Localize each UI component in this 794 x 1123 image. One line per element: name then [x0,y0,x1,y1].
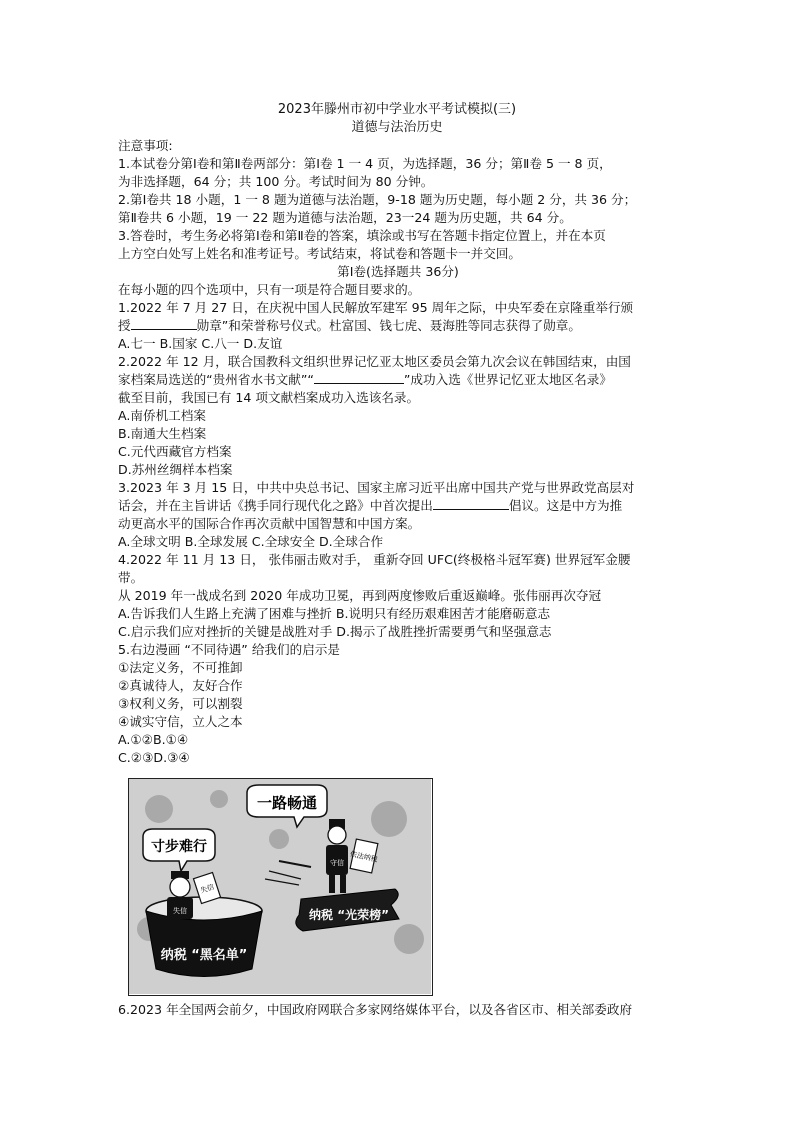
blacklist-label: 纳税 “黑名单” [160,948,248,963]
q2-stem: 2.2022 年 12 月，联合国教科文组织世界记忆亚太地区委员会第九次会议在韩国结束，由国 [118,354,631,369]
q1-stem: 1.2022 年 7 月 27 日，在庆祝中国人民解放军建军 95 周年之际，中央军委在京隆重举行颁 [118,300,634,315]
q2-option-a: A.南侨机工档案 [118,408,206,423]
q4-stem-line3: 从 2019 年一战成名到 2020 年成功卫冕，再到两度惨败后重返巅峰。张伟丽再次夺冠 [118,588,602,603]
fill-blank [314,371,404,384]
q5-item-1: ①法定义务，不可推卸 [118,660,243,675]
tax-cartoon [128,778,433,996]
q2-stem-line2 [118,371,678,389]
badge-text-top: 依法纳税 [349,850,379,864]
q5-item-3: ③权利义务，可以割裂 [118,696,243,711]
q3-stem: 3.2023 年 3 月 15 日，中共中央总书记、国家主席习近平出席中国共产党与世界政党高层对 [118,480,635,495]
q1-text-b: 勋章”和荣誉称号仪式。杜富国、钱七虎、聂海胜等同志获得了勋章。 [196,318,581,333]
notice-line: 上方空白处写上姓名和准考证号。考试结束，将试卷和答题卡一并交回。 [118,246,521,261]
shirt-text-top: 守信 [330,859,344,867]
q5-options-cd: C.②③D.③④ [118,750,190,765]
q3-options: A.全球文明 B.全球发展 C.全球安全 D.全球合作 [118,534,384,549]
q2-option-d: D.苏州丝绸样本档案 [118,462,233,477]
q5-item-2: ②真诚待人，友好合作 [118,678,243,693]
q2-text-b: ”成功入选《世界记忆亚太地区名录》 [403,372,612,387]
q1-stem-line2 [118,317,678,335]
q4-options-ab: A.告诉我们人生路上充满了困难与挫折 B.说明只有经历艰难困苦才能磨砺意志 [118,606,551,621]
section-title: 第Ⅰ卷(选择题共 36分) [337,264,459,279]
q2-option-c: C.元代西藏官方档案 [118,444,232,459]
badge-text-left: 失信 [199,882,216,895]
q1-options: A.七一 B.国家 C.八一 D.友谊 [118,336,283,351]
q5-item-4: ④诚实守信，立人之本 [118,714,243,729]
q3-text-b: 倡议。这是中方为推 [508,498,623,513]
q1-text-a: 授 [118,318,131,333]
q2-stem-line3: 截至目前，我国已有 14 项文献档案成功入选该名录。 [118,390,420,405]
q3-stem-line2 [118,497,678,515]
cartoon-drawing [129,779,431,994]
section-instruction: 在每小题的四个选项中，只有一项是符合题目要求的。 [118,282,421,297]
exam-subtitle: 道德与法治历史 [351,120,443,135]
q2-option-b: B.南通大生档案 [118,426,207,441]
q4-options-cd: C.启示我们应对挫折的关键是战胜对手 D.揭示了战胜挫折需要勇气和坚强意志 [118,624,552,639]
q3-stem-line3: 动更高水平的国际合作再次贡献中国智慧和中国方案。 [118,516,421,531]
q3-text-a: 话会，并在主旨讲话《携手同行现代化之路》中首次提出 [118,498,433,513]
notice-line: 第Ⅱ卷共 6 小题，19 一 22 题为道德与法治题，23一24 题为历史题，共 64 分。 [118,210,572,225]
q5-options-ab: A.①②B.①④ [118,732,189,747]
q6-stem: 6.2023 年全国两会前夕，中国政府网联合多家网络媒体平台，以及各省区市、相关部委政府 [118,1002,633,1017]
notice-line: 3.答卷时，考生务必将第Ⅰ卷和第Ⅱ卷的答案，填涂或书写在答题卡指定位置上，并在本页 [118,228,606,243]
shirt-text-left: 失信 [173,907,187,915]
honor-board-label: 纳税 “光荣榜” [309,908,389,922]
q2-text-a: 家档案局选送的“贵州省水书文献”“ [118,372,314,387]
fill-blank [131,317,197,330]
fill-blank [433,497,509,510]
q4-stem: 4.2022 年 11 月 13 日， 张伟丽击败对手， 重新夺回 UFC(终极格斗冠军赛) 世界冠军金腰 [118,552,631,567]
notice-line: 为非选择题，64 分；共 100 分。考试时间为 80 分钟。 [118,174,434,189]
bubble-text-left: 寸步难行 [151,839,207,855]
exam-content [118,137,678,767]
exam-title: 2023年滕州市初中学业水平考试模拟(三) [277,102,517,117]
notice-line: 2.第Ⅰ卷共 18 小题，1 一 8 题为道德与法治题，9-18 题为历史题，每小题 2 分，共 36 分； [118,192,637,207]
notice-heading: 注意事项: [118,138,173,153]
q4-stem-line2: 带。 [118,570,144,585]
bubble-text-top: 一路畅通 [256,794,318,812]
notice-line: 1.本试卷分第Ⅰ卷和第Ⅱ卷两部分：第Ⅰ卷 1 一 4 页，为选择题，36 分；第Ⅱ卷 5 一 8 页， [118,156,612,171]
q5-stem: 5.右边漫画 “不同待遇” 给我们的启示是 [118,642,340,657]
